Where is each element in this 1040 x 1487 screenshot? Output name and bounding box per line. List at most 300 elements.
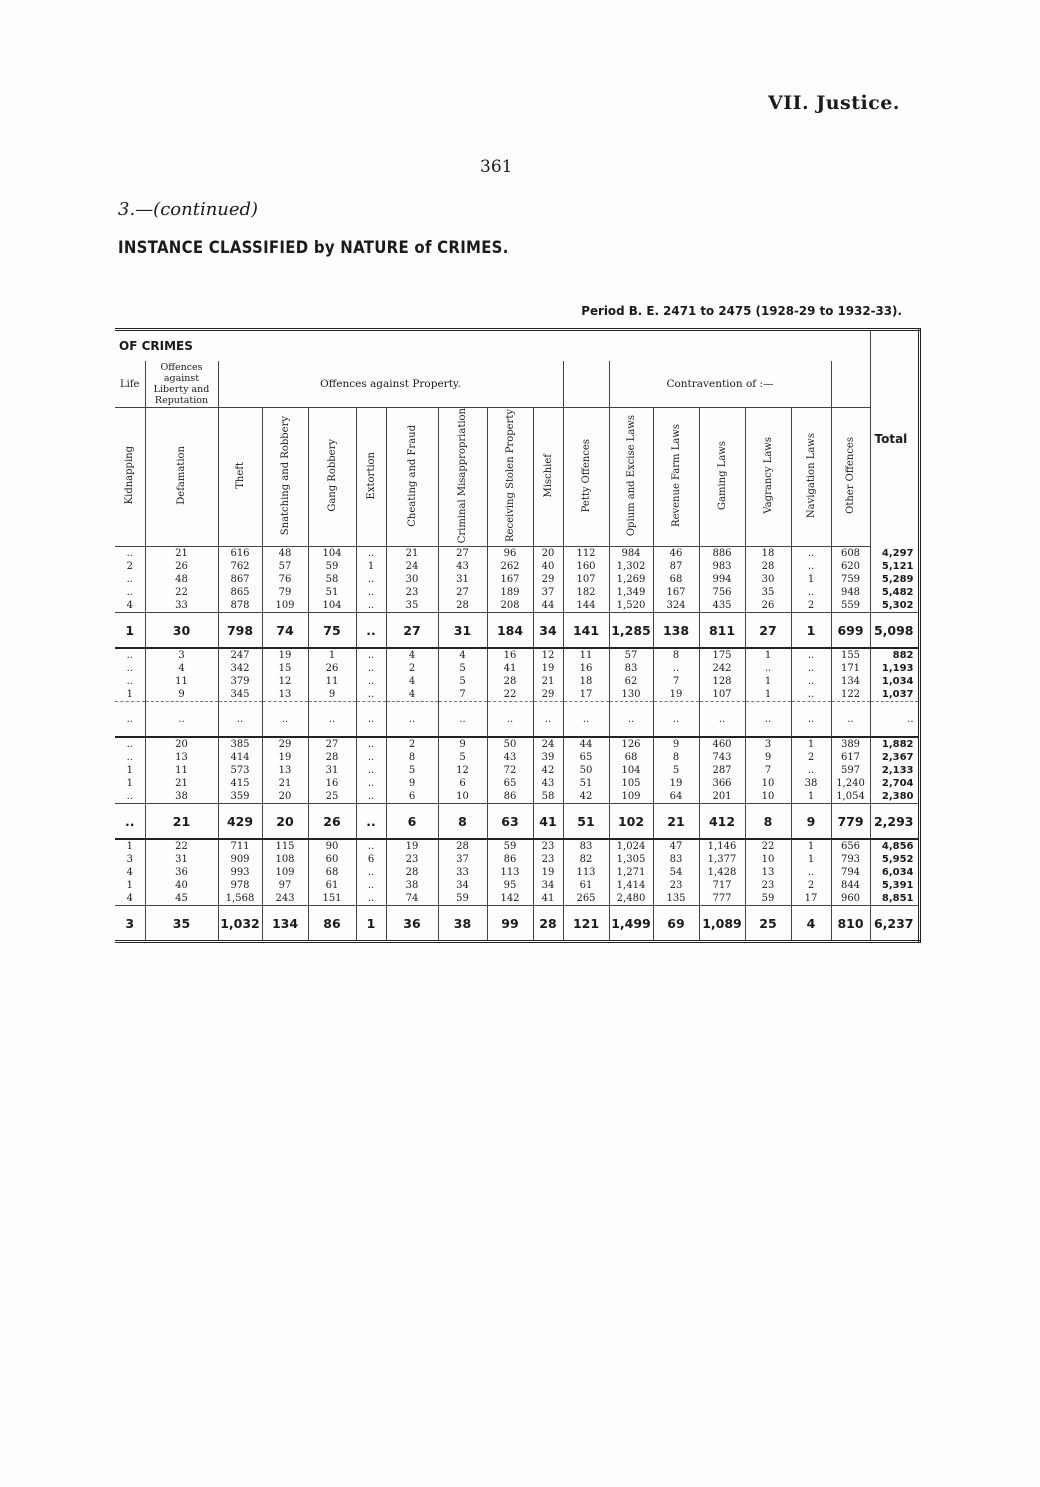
table-cell: 104 — [621, 765, 641, 777]
total-cell: .. — [115, 702, 145, 738]
total-cell: .. — [699, 702, 745, 738]
table-cell: .. — [807, 689, 815, 701]
column-header-label: Theft — [234, 462, 246, 489]
crimes-table — [115, 328, 921, 943]
table-cell: 1 — [764, 689, 772, 701]
column-header-label: Gaming Laws — [716, 441, 728, 511]
table-cell: 60 — [325, 854, 339, 866]
total-cell: 26 — [308, 804, 356, 840]
table-cell: 1 — [807, 574, 815, 586]
total-cell: .. — [533, 702, 563, 738]
table-cell: 878 — [230, 600, 250, 612]
table-cell: 2,367 — [881, 752, 914, 764]
table-cell: 984 — [621, 548, 641, 560]
total-cell: 1 — [356, 906, 386, 942]
group-header-contravention: Contravention of :— — [609, 361, 831, 408]
table-cell: 68 — [669, 574, 683, 586]
table-cell: 385 — [230, 739, 250, 751]
table-cell: 57 — [624, 650, 638, 662]
table-cell: 104 — [322, 548, 342, 560]
table-cell: 5,302 — [881, 600, 914, 611]
table-cell: .. — [367, 548, 375, 560]
table-cell: 28 — [456, 600, 469, 612]
table-cell: 142 — [500, 893, 520, 905]
total-cell: .. — [218, 702, 262, 738]
table-cell: .. — [126, 663, 133, 675]
total-cell: .. — [262, 702, 308, 738]
table-cell: 2,380 — [881, 791, 914, 803]
table-cell: 51 — [325, 587, 339, 599]
total-cell: 27 — [386, 613, 438, 649]
table-cell: .. — [764, 663, 772, 675]
table-cell: 7 — [672, 676, 680, 688]
table-cell: 2,480 — [616, 893, 646, 905]
table-cell: 656 — [840, 841, 861, 853]
table-cell: .. — [807, 587, 815, 599]
total-cell: 30 — [145, 613, 218, 649]
table-cell: 1 — [807, 791, 815, 803]
table-subtitle: 3.—(continued) — [118, 199, 259, 220]
column-header — [533, 408, 563, 547]
table-cell: 247 — [230, 650, 250, 662]
table-cell: 5 — [459, 752, 466, 764]
total-cell: .. — [115, 804, 145, 840]
table-cell: 90 — [325, 841, 339, 853]
column-header-label: Defamation — [176, 446, 187, 505]
table-cell: 1,054 — [836, 791, 865, 803]
table-cell: 47 — [669, 841, 683, 853]
column-header-label: Snatching and Robbery — [279, 416, 291, 536]
table-cell: 10 — [456, 791, 469, 803]
table-cell: 26 — [761, 600, 775, 612]
table-cell: .. — [367, 676, 375, 688]
table-cell: .. — [807, 867, 815, 879]
table-cell: .. — [367, 765, 375, 777]
column-header — [791, 408, 831, 547]
table-cell: 9 — [672, 739, 680, 751]
table-cell: 20 — [175, 739, 188, 751]
total-cell: .. — [745, 702, 791, 738]
table-cell: 5 — [459, 663, 466, 675]
table-cell: 155 — [840, 650, 861, 662]
total-cell: 35 — [145, 906, 218, 942]
total-cell: 75 — [308, 613, 356, 649]
table-cell: 1 — [126, 765, 133, 777]
table-cell: 19 — [541, 867, 555, 879]
table-cell: 1 — [807, 739, 815, 751]
table-cell: 1 — [328, 650, 336, 662]
table-cell: 23 — [761, 880, 775, 892]
table-cell: 76 — [278, 574, 292, 586]
total-cell: .. — [308, 702, 356, 738]
table-cell: 59 — [325, 561, 339, 573]
section-header: VII. Justice. — [767, 92, 900, 114]
table-cell: 777 — [712, 893, 732, 905]
table-cell: 22 — [175, 587, 188, 599]
total-cell: 121 — [563, 906, 609, 942]
table-cell: 79 — [278, 587, 292, 599]
table-cell: 41 — [541, 893, 555, 905]
table-cell: 5 — [672, 765, 680, 777]
total-cell: .. — [356, 702, 386, 738]
table-cell: 40 — [541, 561, 555, 573]
table-cell: 1,882 — [881, 739, 914, 751]
table-cell: 28 — [503, 676, 517, 688]
table-cell: 867 — [230, 574, 250, 586]
table-cell: 262 — [500, 561, 520, 573]
table-cell: 886 — [712, 548, 732, 560]
total-cell: 86 — [308, 906, 356, 942]
table-cell: 18 — [579, 676, 593, 688]
table-cell: 9 — [764, 752, 772, 764]
total-cell: 20 — [262, 804, 308, 840]
table-cell: 559 — [840, 600, 861, 612]
table-cell: 28 — [456, 841, 469, 853]
table-cell: 573 — [230, 765, 250, 777]
table-cell: 50 — [503, 739, 517, 751]
column-header-label: Extortion — [365, 451, 377, 500]
table-cell: 865 — [230, 587, 250, 599]
column-header — [115, 408, 145, 547]
table-cell: 33 — [175, 600, 188, 612]
table-cell: .. — [367, 841, 375, 853]
table-cell: 33 — [456, 867, 469, 879]
table-cell: 35 — [405, 600, 419, 612]
table-cell: .. — [367, 574, 375, 586]
table-cell: 4 — [126, 600, 133, 612]
table-cell: 4,297 — [881, 548, 914, 559]
table-cell: .. — [126, 548, 133, 560]
table-cell: 1 — [367, 561, 375, 573]
table-cell: 16 — [503, 650, 517, 662]
column-header — [487, 408, 533, 547]
table-cell: 23 — [405, 854, 419, 866]
total-row — [115, 906, 919, 942]
total-cell: 412 — [699, 804, 745, 840]
table-cell: 6 — [459, 778, 466, 790]
table-cell: 21 — [175, 778, 188, 790]
table-cell: 1 — [764, 676, 772, 688]
table-cell: 11 — [579, 650, 593, 662]
table-cell: .. — [367, 791, 375, 803]
table-cell: 57 — [278, 561, 292, 573]
table-cell: 7 — [459, 689, 466, 701]
table-cell: 48 — [278, 548, 292, 560]
table-cell: 31 — [175, 854, 188, 866]
table-cell: 86 — [503, 791, 517, 803]
table-cell: 23 — [669, 880, 683, 892]
total-cell: 138 — [653, 613, 699, 649]
column-header — [262, 408, 308, 547]
total-cell: 141 — [563, 613, 609, 649]
table-cell: 882 — [892, 650, 914, 662]
column-header-label: Receiving Stolen Property — [504, 409, 516, 543]
table-cell: 978 — [230, 880, 250, 892]
table-cell: 109 — [275, 867, 295, 879]
table-cell: .. — [367, 689, 375, 701]
table-cell: 83 — [579, 841, 593, 853]
table-cell: 45 — [175, 893, 188, 905]
table-cell: 107 — [576, 574, 596, 586]
table-cell: 1,377 — [707, 854, 737, 866]
column-header — [699, 408, 745, 547]
table-cell: 2 — [807, 600, 815, 612]
table-cell: 87 — [669, 561, 683, 573]
table-cell: 22 — [175, 841, 188, 853]
table-cell: 24 — [405, 561, 419, 573]
table-cell: 61 — [579, 880, 593, 892]
table-cell: 43 — [456, 561, 469, 573]
table-cell: 41 — [503, 663, 517, 675]
table-cell: 97 — [278, 880, 292, 892]
total-cell: 63 — [487, 804, 533, 840]
table-cell: 160 — [576, 561, 596, 573]
table-cell: 389 — [840, 739, 861, 751]
table-cell: 11 — [175, 765, 188, 777]
table-cell: 13 — [278, 765, 292, 777]
total-cell: .. — [609, 702, 653, 738]
table-cell: 794 — [840, 867, 861, 879]
table-cell: 35 — [761, 587, 775, 599]
total-cell: 27 — [745, 613, 791, 649]
total-cell: .. — [487, 702, 533, 738]
table-cell: 72 — [503, 765, 517, 777]
column-header-label: Other Offences — [845, 437, 856, 515]
table-cell: 993 — [230, 867, 250, 879]
total-cell: 1 — [115, 613, 145, 649]
table-cell: 19 — [405, 841, 419, 853]
table-cell: 10 — [761, 791, 775, 803]
table-cell: 3 — [178, 650, 185, 662]
table-cell: .. — [126, 676, 133, 688]
table-cell: 21 — [175, 548, 188, 560]
table-caption: OF CRIMES — [119, 339, 193, 353]
table-cell: 4 — [459, 650, 466, 662]
table-cell: 379 — [230, 676, 250, 688]
table-cell: 8 — [408, 752, 416, 764]
table-cell: 30 — [405, 574, 419, 586]
total-cell: 8 — [745, 804, 791, 840]
table-cell: 8 — [672, 752, 680, 764]
table-cell: 4 — [126, 867, 133, 879]
table-cell: 27 — [325, 739, 339, 751]
total-row — [115, 702, 919, 738]
table-cell: 6 — [408, 791, 416, 803]
total-row — [115, 804, 919, 840]
data-block — [115, 648, 919, 702]
table-cell: 2,133 — [881, 765, 914, 777]
table-cell: 1,428 — [707, 867, 737, 879]
table-cell: 83 — [624, 663, 638, 675]
table-cell: 4 — [408, 650, 416, 662]
total-cell: 2,293 — [870, 804, 919, 840]
total-cell: 1,285 — [609, 613, 653, 649]
table-cell: 112 — [576, 548, 596, 560]
table-cell: 126 — [621, 739, 641, 751]
table-cell: 10 — [761, 778, 775, 790]
total-cell: 34 — [533, 613, 563, 649]
table-cell: 9 — [328, 689, 336, 701]
table-cell: .. — [807, 548, 815, 560]
table-cell: 994 — [712, 574, 732, 586]
data-block — [115, 737, 919, 804]
table-cell: 19 — [669, 778, 683, 790]
table-cell: 8 — [672, 650, 680, 662]
table-cell: .. — [807, 676, 815, 688]
column-header — [356, 408, 386, 547]
data-block — [115, 547, 919, 613]
table-cell: 82 — [579, 854, 593, 866]
table-cell: .. — [367, 752, 375, 764]
table-cell: 201 — [712, 791, 732, 803]
column-header — [386, 408, 438, 547]
total-cell: 810 — [831, 906, 870, 942]
table-cell: 3 — [126, 854, 133, 866]
table-cell: .. — [126, 587, 133, 599]
table-cell: .. — [126, 574, 133, 586]
total-cell: 6,237 — [870, 906, 919, 942]
table-cell: 1,269 — [616, 574, 646, 586]
total-cell: 1,032 — [218, 906, 262, 942]
table-cell: 43 — [503, 752, 517, 764]
table-cell: 135 — [666, 893, 686, 905]
table-cell: 37 — [456, 854, 469, 866]
table-cell: 59 — [503, 841, 517, 853]
table-cell: 1,520 — [616, 600, 646, 612]
table-cell: 22 — [503, 689, 517, 701]
column-header — [438, 408, 487, 547]
total-cell: .. — [386, 702, 438, 738]
table-cell: .. — [672, 663, 680, 675]
table-cell: 844 — [840, 880, 861, 892]
table-cell: 1,240 — [836, 778, 865, 790]
group-header-liberty: Offences against Liberty and Reputation — [145, 361, 218, 408]
table-cell: 7 — [764, 765, 772, 777]
table-cell: 620 — [840, 561, 861, 573]
table-cell: 1,037 — [881, 689, 914, 701]
table-cell: 38 — [804, 778, 818, 790]
total-cell: .. — [563, 702, 609, 738]
table-cell: 48 — [175, 574, 188, 586]
total-cell: 21 — [653, 804, 699, 840]
table-cell: 5,952 — [881, 854, 914, 866]
table-cell: 68 — [624, 752, 638, 764]
table-cell: 44 — [541, 600, 555, 612]
table-cell: 435 — [712, 600, 732, 612]
table-cell: 2 — [807, 880, 815, 892]
table-cell: .. — [807, 561, 815, 573]
table-cell: 175 — [712, 650, 732, 662]
page-number: 361 — [480, 157, 513, 177]
table-cell: 39 — [541, 752, 555, 764]
table-cell: 21 — [278, 778, 292, 790]
column-header-label: Opium and Excise Laws — [625, 415, 637, 537]
table-cell: 342 — [230, 663, 250, 675]
table-cell: 1,302 — [616, 561, 646, 573]
table-cell: 21 — [405, 548, 419, 560]
table-cell: 1 — [126, 778, 133, 790]
table-cell: 2,704 — [881, 778, 914, 790]
table-cell: 1 — [126, 689, 133, 701]
table-cell: 74 — [405, 893, 419, 905]
table-cell: 50 — [579, 765, 593, 777]
total-cell: 134 — [262, 906, 308, 942]
table-cell: .. — [367, 587, 375, 599]
table-cell: 415 — [230, 778, 250, 790]
table-cell: 1,414 — [616, 880, 646, 892]
table-cell: 8,851 — [881, 893, 914, 905]
table-cell: 13 — [175, 752, 188, 764]
table-cell: 243 — [275, 893, 295, 905]
total-cell: .. — [145, 702, 218, 738]
table-cell: 12 — [541, 650, 555, 662]
table-cell: 134 — [840, 676, 861, 688]
table-cell: 5,482 — [881, 587, 914, 598]
table-cell: 62 — [624, 676, 638, 688]
column-header — [653, 408, 699, 547]
table-cell: 104 — [322, 600, 342, 612]
total-cell: 184 — [487, 613, 533, 649]
table-cell: 20 — [278, 791, 292, 803]
table-cell: 27 — [456, 548, 469, 560]
table-cell: 68 — [325, 867, 339, 879]
table-cell: 113 — [576, 867, 596, 879]
table-cell: .. — [367, 600, 375, 612]
total-cell: .. — [438, 702, 487, 738]
table-cell: 9 — [178, 689, 185, 701]
total-cell: 5,098 — [870, 613, 919, 649]
table-cell: 5,391 — [881, 880, 914, 892]
table-cell: .. — [367, 778, 375, 790]
total-cell: 51 — [563, 804, 609, 840]
table-cell: 13 — [278, 689, 292, 701]
table-cell: 23 — [405, 587, 419, 599]
table-cell: 26 — [175, 561, 188, 573]
table-cell: 18 — [761, 548, 775, 560]
table-cell: 5,289 — [881, 574, 914, 585]
table-cell: .. — [126, 791, 133, 803]
table-cell: 34 — [541, 880, 555, 892]
table-cell: 59 — [761, 893, 775, 905]
table-cell: .. — [367, 663, 375, 675]
total-cell: 31 — [438, 613, 487, 649]
table-cell: 1 — [807, 841, 815, 853]
group-header-life: Life — [115, 361, 145, 408]
table-cell: 6,034 — [881, 867, 914, 879]
table-cell: 4 — [408, 676, 416, 688]
table-cell: 2 — [126, 561, 133, 573]
group-header-property: Offences against Property. — [218, 361, 563, 408]
table-cell: 30 — [761, 574, 775, 586]
table-cell: 25 — [325, 791, 339, 803]
table-cell: 983 — [712, 561, 732, 573]
table-cell: 21 — [541, 676, 555, 688]
table-cell: 44 — [579, 739, 593, 751]
table-cell: 756 — [712, 587, 732, 599]
table-cell: 42 — [541, 765, 555, 777]
table-cell: 144 — [576, 600, 596, 612]
table-cell: 1,305 — [616, 854, 646, 866]
table-cell: 46 — [669, 548, 683, 560]
column-header — [308, 408, 356, 547]
table-cell: 26 — [325, 663, 339, 675]
table-cell: 909 — [230, 854, 250, 866]
table-cell: .. — [807, 650, 815, 662]
table-cell: 5 — [459, 676, 466, 688]
column-header-label: Criminal Misappropriation — [457, 408, 468, 544]
table-cell: 12 — [278, 676, 292, 688]
table-cell: 2 — [807, 752, 815, 764]
